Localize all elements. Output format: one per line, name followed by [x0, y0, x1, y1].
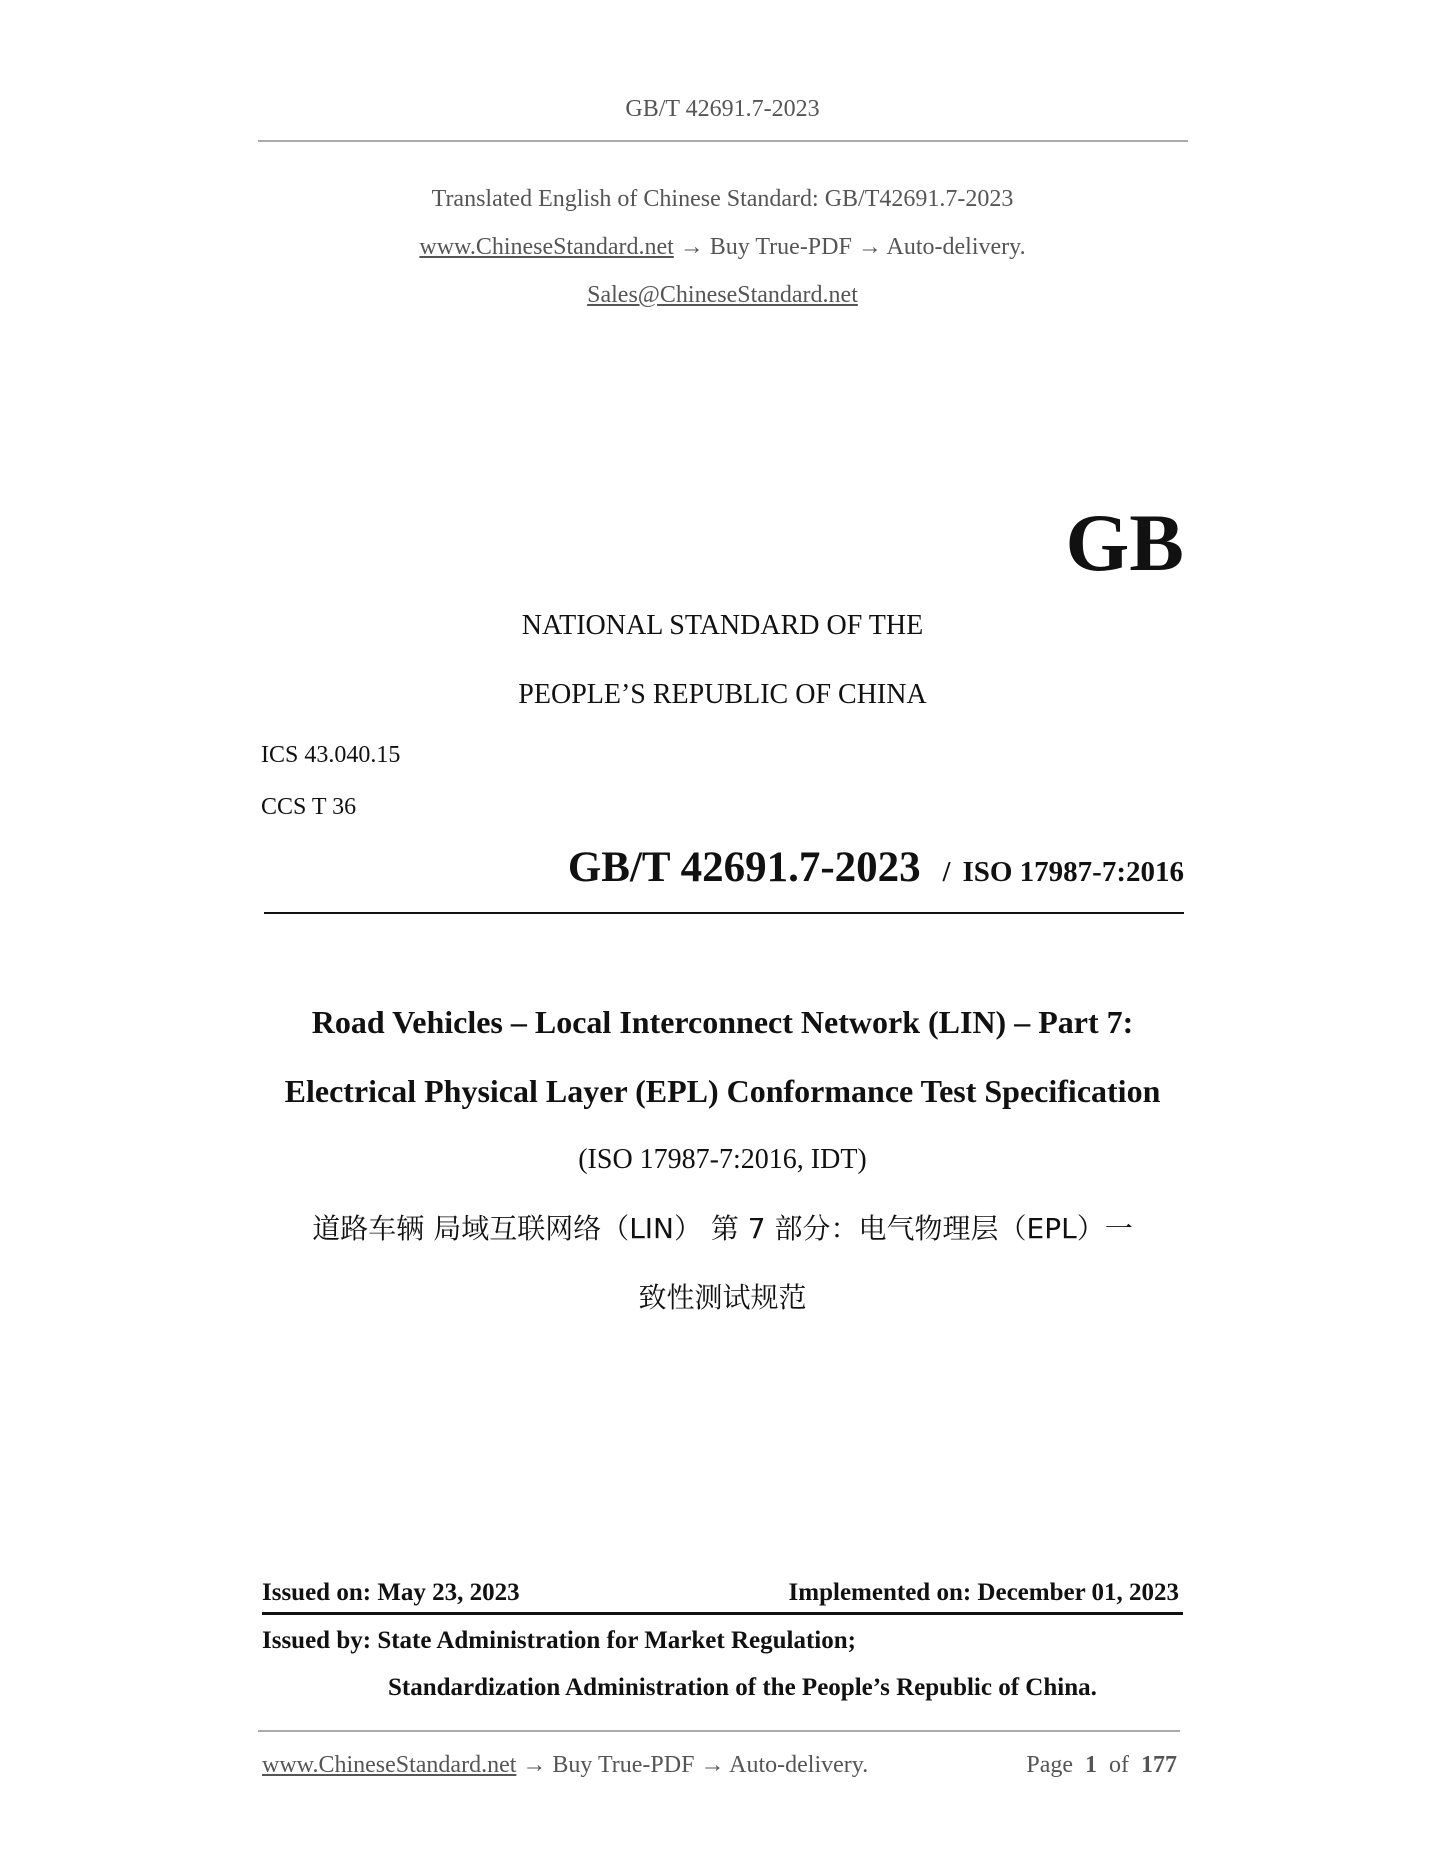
dates-divider — [262, 1612, 1183, 1615]
page-total: 177 — [1141, 1752, 1177, 1778]
footer-buy-text: Buy True-PDF — [552, 1752, 695, 1778]
running-header: GB/T 42691.7-2023 — [625, 96, 820, 122]
cn-title-line-1: 道路车辆 局域互联网络（LIN） 第 7 部分：电气物理层（EPL）一 — [312, 1212, 1133, 1245]
arrow-icon: → — [857, 234, 882, 260]
title-line-2: Electrical Physical Layer (EPL) Conformance Test Specification — [284, 1073, 1161, 1109]
page-indicator — [1026, 1750, 1177, 1780]
ccs-code: CCS T 36 — [261, 794, 357, 820]
issued-by-2: Standardization Administration of the People’s Republic of China. — [388, 1674, 1097, 1701]
national-line-1: NATIONAL STANDARD OF THE — [521, 610, 924, 641]
std-number-line — [568, 842, 1184, 903]
footer-promo — [262, 1750, 868, 1780]
title-line-1: Road Vehicles – Local Interconnect Network (LIN) – Part 7: — [311, 1004, 1134, 1040]
auto-text: Auto-delivery. — [886, 234, 1026, 260]
page-label: Page — [1026, 1752, 1073, 1778]
implemented-on: Implemented on: December 01, 2023 — [788, 1579, 1179, 1606]
issued-on: Issued on: May 23, 2023 — [262, 1579, 520, 1606]
header-divider — [258, 140, 1188, 142]
iso-ref: ISO 17987-7:2016 — [962, 856, 1184, 888]
footer-site-link[interactable]: www.ChineseStandard.net — [262, 1752, 517, 1778]
national-line-2: PEOPLE’S REPUBLIC OF CHINA — [518, 679, 927, 710]
footer-auto-text: Auto-delivery. — [729, 1752, 869, 1778]
translated-note: Translated English of Chinese Standard: GB/T42691.7-2023 — [431, 186, 1014, 212]
email-link[interactable]: Sales@ChineseStandard.net — [587, 282, 858, 308]
ics-code: ICS 43.040.15 — [261, 742, 401, 768]
arrow-icon: → — [679, 234, 704, 260]
std-number: GB/T 42691.7-2023 — [567, 844, 921, 891]
arrow-icon: → — [700, 1752, 725, 1778]
cn-title-line-2: 致性测试规范 — [638, 1281, 807, 1314]
page-number: 1 — [1085, 1752, 1097, 1778]
site-link[interactable]: www.ChineseStandard.net — [419, 234, 674, 260]
promo-line — [0, 232, 1445, 262]
arrow-icon: → — [522, 1752, 547, 1778]
idt-note: (ISO 17987-7:2016, IDT) — [578, 1144, 867, 1175]
slash: / — [942, 857, 951, 888]
of-label: of — [1109, 1752, 1129, 1778]
title-divider — [264, 912, 1184, 914]
issued-by-1: Issued by: State Administration for Market Regulation; — [262, 1627, 856, 1654]
footer-divider — [258, 1730, 1180, 1732]
buy-text: Buy True-PDF — [709, 234, 852, 260]
gb-logo: GB — [1065, 497, 1184, 588]
